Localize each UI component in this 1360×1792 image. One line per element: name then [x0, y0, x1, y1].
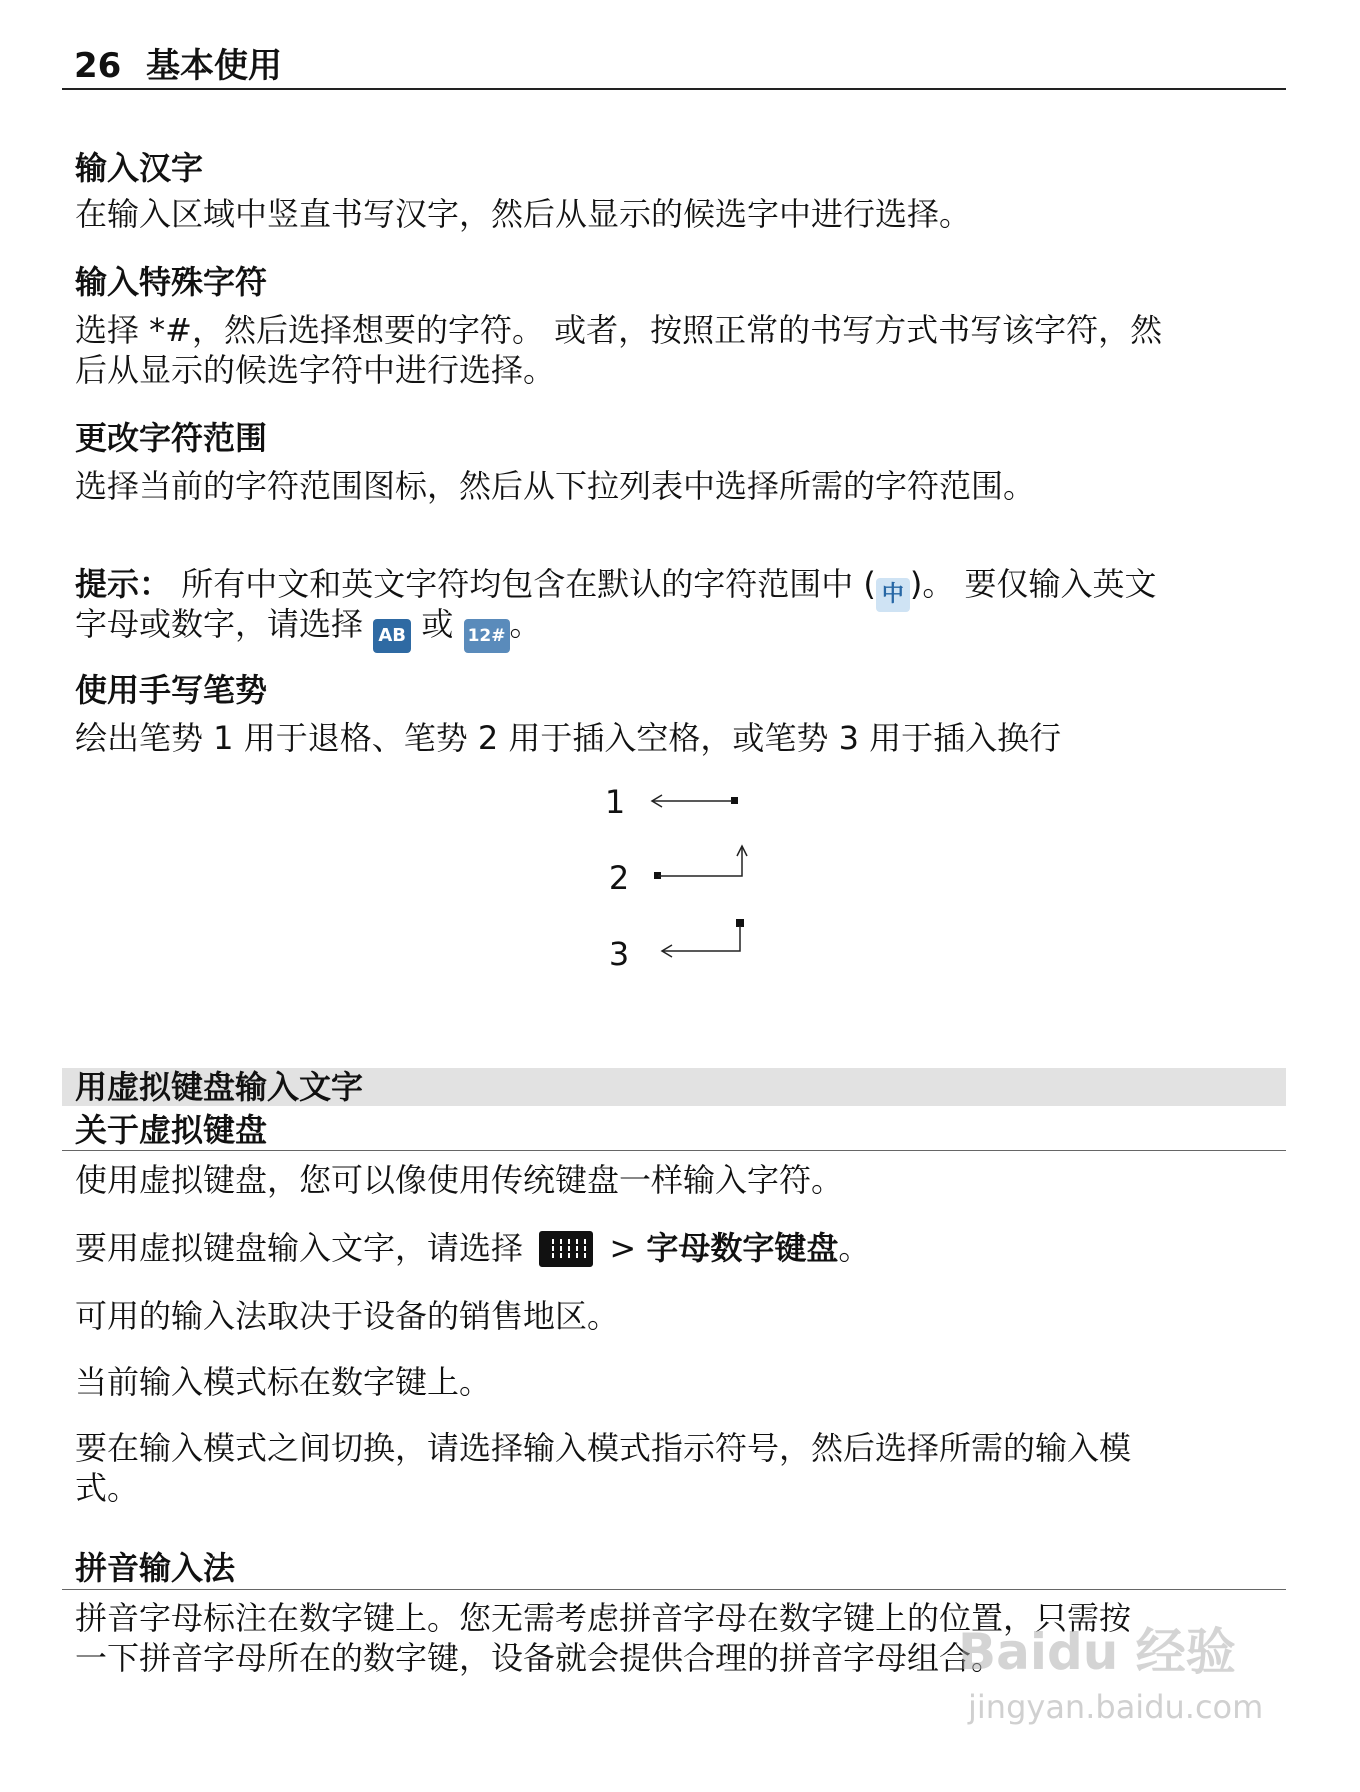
text-special-line2: 后从显示的候选字符中进行选择。	[75, 351, 556, 389]
watermark-logo: Baidu 经验	[958, 1623, 1236, 1681]
text-vk-p4: 当前输入模式标在数字键上。	[75, 1363, 492, 1401]
gesture-1-backspace	[652, 795, 738, 807]
text-char-range: 选择当前的字符范围图标，然后从下拉列表中选择所需的字符范围。	[75, 467, 1036, 505]
tip-text-d: 或	[411, 605, 464, 643]
alpha-range-icon: AB	[373, 619, 411, 653]
vk-p2-a: 要用虚拟键盘输入文字，请选择	[75, 1229, 534, 1267]
gesture-label-3: 3	[608, 935, 630, 973]
heading-about-virtual-keyboard: 关于虚拟键盘	[75, 1111, 268, 1149]
heading-char-range: 更改字符范围	[75, 419, 268, 457]
gesture-diagram	[640, 778, 760, 978]
heading-input-hanzi: 输入汉字	[75, 149, 204, 187]
divider-about-keyboard	[62, 1150, 1286, 1151]
tip-text-e: 。	[509, 605, 542, 643]
heading-pinyin: 拼音输入法	[75, 1549, 236, 1587]
text-vk-p5-line2: 式。	[75, 1469, 140, 1507]
text-vk-p2	[75, 1228, 1285, 1268]
section-title-virtual-keyboard: 用虚拟键盘输入文字	[75, 1068, 364, 1106]
text-special-line1: 选择 *#，然后选择想要的字符。 或者，按照正常的书写方式书写该字符，然	[75, 311, 1163, 349]
gesture-label-1: 1	[604, 783, 626, 821]
gesture-2-space	[654, 846, 747, 879]
gesture-3-newline	[662, 919, 744, 957]
numeric-range-icon: 12#	[464, 619, 510, 653]
text-pinyin-line1: 拼音字母标注在数字键上。您无需考虑拼音字母在数字键上的位置，只需按	[75, 1599, 1132, 1637]
watermark-url: jingyan.baidu.com	[968, 1688, 1264, 1726]
text-pinyin-line2: 一下拼音字母所在的数字键，设备就会提供合理的拼音字母组合。	[75, 1639, 1004, 1677]
tip-text-a: 所有中文和英文字符均包含在默认的字符范围中 (	[171, 565, 876, 603]
heading-special-chars: 输入特殊字符	[75, 263, 268, 301]
text-vk-p5-line1: 要在输入模式之间切换，请选择输入模式指示符号，然后选择所需的输入模	[75, 1429, 1132, 1467]
tip-label: 提示：	[75, 565, 172, 603]
page-header	[62, 44, 1286, 90]
gesture-label-2: 2	[608, 859, 630, 897]
vk-p2-c: 字母数字键盘	[646, 1229, 839, 1267]
header-section-title: 基本使用	[146, 46, 282, 86]
vk-p2-d: 。	[838, 1229, 871, 1267]
text-vk-p3: 可用的输入法取决于设备的销售地区。	[75, 1297, 620, 1335]
vk-p2-b: >	[599, 1229, 647, 1267]
tip-text-c: 字母或数字，请选择	[75, 605, 374, 643]
text-gestures: 绘出笔势 1 用于退格、笔势 2 用于插入空格，或笔势 3 用于插入换行	[75, 719, 1062, 757]
chinese-range-icon: 中	[876, 578, 910, 612]
heading-gestures: 使用手写笔势	[75, 671, 268, 709]
divider-pinyin	[62, 1589, 1286, 1590]
text-vk-p1: 使用虚拟键盘，您可以像使用传统键盘一样输入字符。	[75, 1161, 844, 1199]
page-number: 26	[74, 46, 122, 86]
tip-text-b: )。 要仅输入英文	[909, 565, 1157, 603]
tip-line2	[75, 604, 1285, 653]
keyboard-icon	[539, 1231, 593, 1267]
text-input-hanzi: 在输入区域中竖直书写汉字，然后从显示的候选字中进行选择。	[75, 195, 972, 233]
